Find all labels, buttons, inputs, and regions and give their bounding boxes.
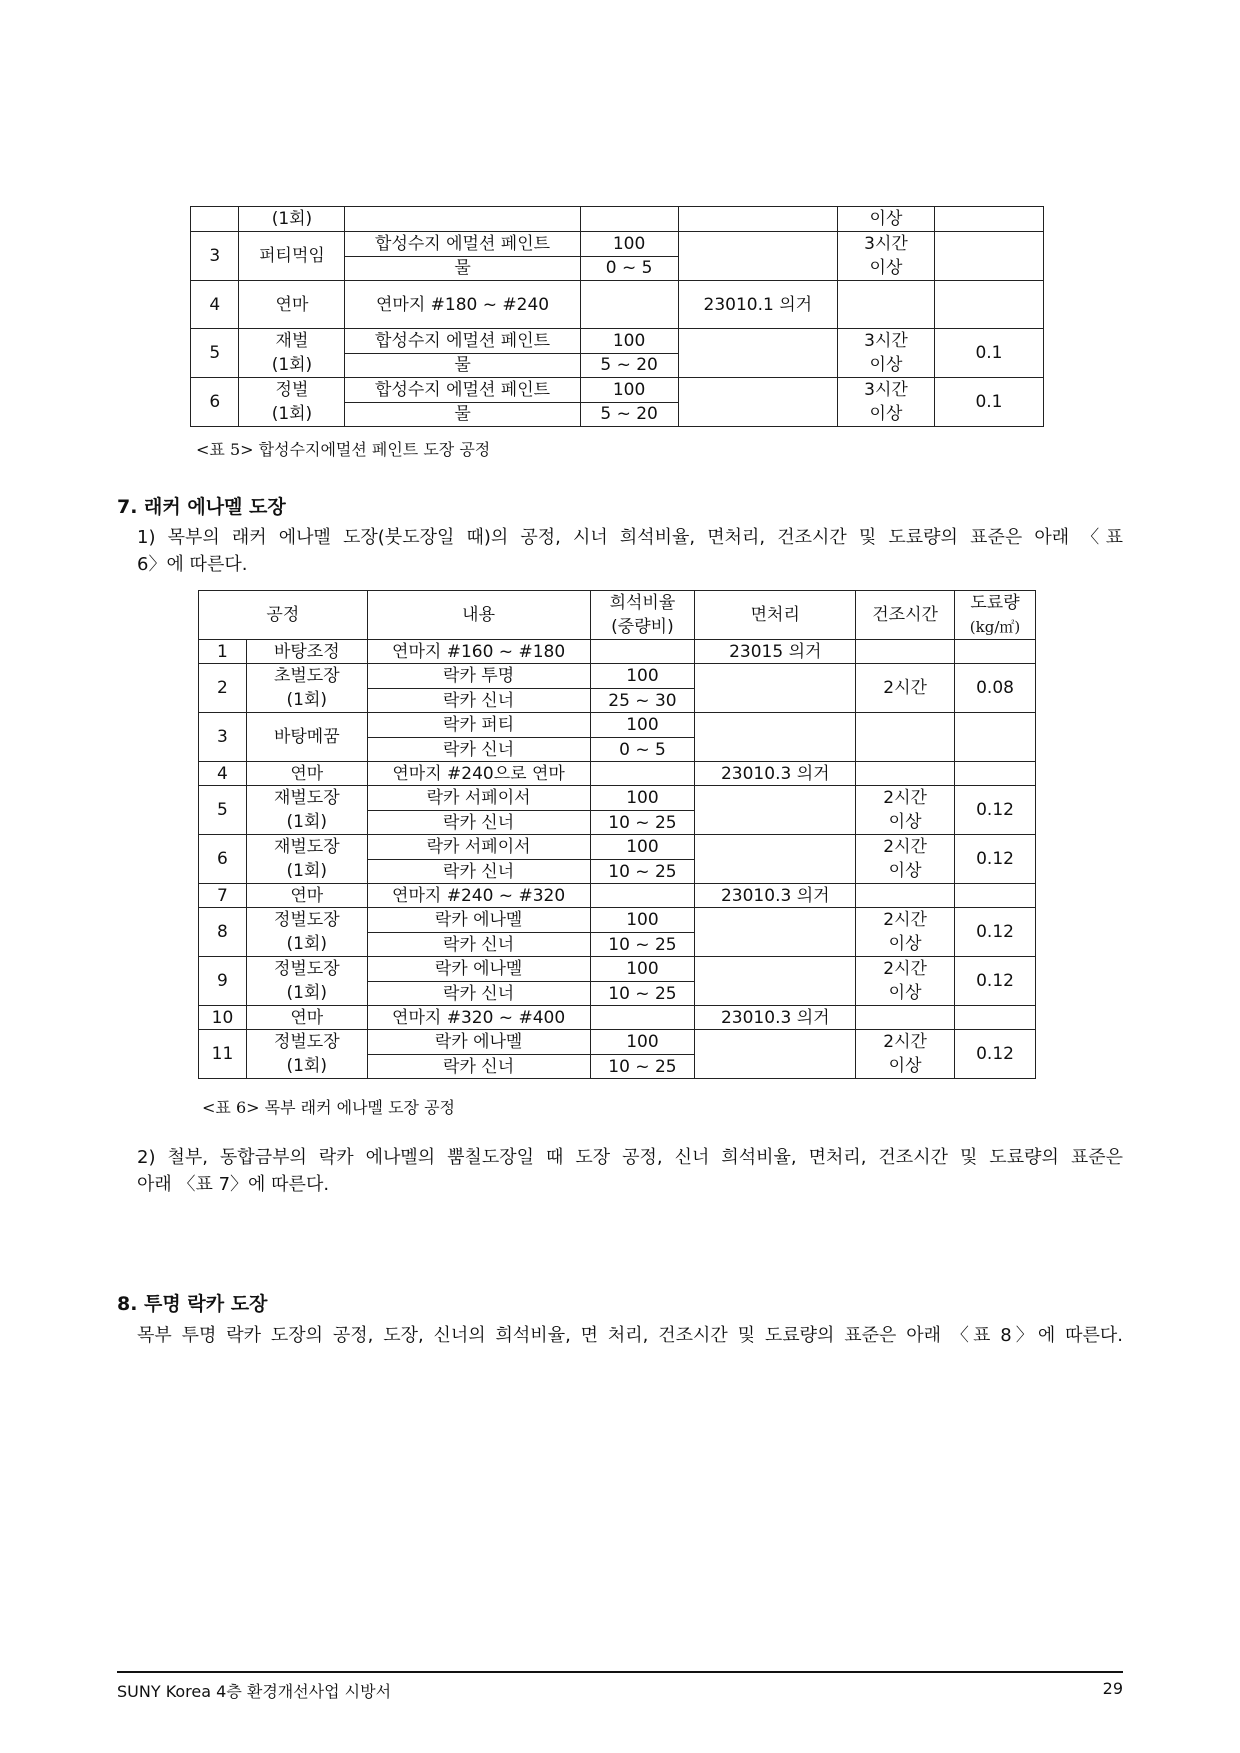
- table-row: (1회) 이상: [191, 207, 1044, 232]
- page-number: 29: [1102, 1679, 1123, 1698]
- table-row: 락카 신너 10 ~ 25: [199, 860, 1036, 884]
- table-row: 물 5 ~ 20: [191, 353, 1044, 378]
- table-row: 7 연마 연마지 #240 ~ #320 23010.3 의거: [199, 884, 1036, 908]
- table-row: 11 정벌도장 (1회) 락카 에나멜 100 2시간 이상 0.12: [199, 1030, 1036, 1055]
- table-row: 2 초벌도장 (1회) 락카 투명 100 2시간 0.08: [199, 664, 1036, 689]
- section-8-heading: 8. 투명 락카 도장: [117, 1293, 268, 1315]
- header-step: 공정: [199, 591, 368, 640]
- section-7-heading: 7. 래커 에나멜 도장: [117, 496, 286, 518]
- section-8-paragraph: 목부 투명 락카 도장의 공정, 도장, 신너의 희석비율, 면 처리, 건조시간 및 도료량의 표준은 아래 〈표 8〉에 따른다.: [137, 1325, 1123, 1346]
- table-row: 5 재벌 (1회) 합성수지 에멀션 페인트 100 3시간 이상 0.1: [191, 329, 1044, 354]
- header-content: 내용: [367, 591, 590, 640]
- table-row: 6 정벌 (1회) 합성수지 에멀션 페인트 100 3시간 이상 0.1: [191, 378, 1044, 403]
- table-row: 4 연마 연마지 #240으로 연마 23010.3 의거: [199, 762, 1036, 786]
- table-row: 락카 신너 25 ~ 30: [199, 689, 1036, 713]
- table-row: 3 바탕메꿈 락카 퍼티 100: [199, 713, 1036, 738]
- footer-divider: [117, 1671, 1123, 1673]
- section-7-2-paragraph-line-2: 아래 〈표 7〉에 따른다.: [137, 1174, 330, 1195]
- table-row: 9 정벌도장 (1회) 락카 에나멜 100 2시간 이상 0.12: [199, 957, 1036, 982]
- table-row: 락카 신너 0 ~ 5: [199, 738, 1036, 762]
- table-5: [190, 206, 1044, 427]
- table-row: 락카 신너 10 ~ 25: [199, 933, 1036, 957]
- table-row: 10 연마 연마지 #320 ~ #400 23010.3 의거: [199, 1006, 1036, 1030]
- table-row: 4 연마 연마지 #180 ~ #240 23010.1 의거: [191, 281, 1044, 329]
- section-7-paragraph-line-1: 1) 목부의 래커 에나멜 도장(붓도장일 때)의 공정, 시너 희석비율, 면처리, 건조시간 및 도료량의 표준은 아래 〈표: [137, 527, 1123, 548]
- table-row: 5 재벌도장 (1회) 락카 서페이서 100 2시간 이상 0.12: [199, 786, 1036, 811]
- table-row: 물 0 ~ 5: [191, 256, 1044, 281]
- table-row: 락카 신너 10 ~ 25: [199, 982, 1036, 1006]
- table-header-row: [199, 591, 1036, 640]
- header-amount: 도료량 (kg/㎡): [955, 591, 1036, 640]
- table-row: 락카 신너 10 ~ 25: [199, 811, 1036, 835]
- footer-title: SUNY Korea 4층 환경개선사업 시방서: [117, 1682, 392, 1701]
- section-7-paragraph-line-2: 6〉에 따른다.: [137, 554, 248, 575]
- table-6-caption: <표 6> 목부 래커 에나멜 도장 공정: [202, 1098, 455, 1117]
- table-row: 1 바탕조정 연마지 #160 ~ #180 23015 의거: [199, 640, 1036, 664]
- table-row: 3 퍼티먹임 합성수지 에멀션 페인트 100 3시간 이상: [191, 232, 1044, 257]
- table-row: 6 재벌도장 (1회) 락카 서페이서 100 2시간 이상 0.12: [199, 835, 1036, 860]
- header-surface: 면처리: [695, 591, 856, 640]
- header-ratio: 희석비율 (중량비): [590, 591, 695, 640]
- table-row: 물 5 ~ 20: [191, 402, 1044, 427]
- table-row: 락카 신너 10 ~ 25: [199, 1055, 1036, 1079]
- table-row: 8 정벌도장 (1회) 락카 에나멜 100 2시간 이상 0.12: [199, 908, 1036, 933]
- section-7-2-paragraph-line-1: 2) 철부, 동합금부의 락카 에나멜의 뿜칠도장일 때 도장 공정, 신너 희석비율, 면처리, 건조시간 및 도료량의 표준은: [137, 1147, 1123, 1168]
- table-5-caption: <표 5> 합성수지에멀션 페인트 도장 공정: [196, 440, 491, 459]
- table-6: [198, 590, 1036, 1079]
- header-dry: 건조시간: [856, 591, 955, 640]
